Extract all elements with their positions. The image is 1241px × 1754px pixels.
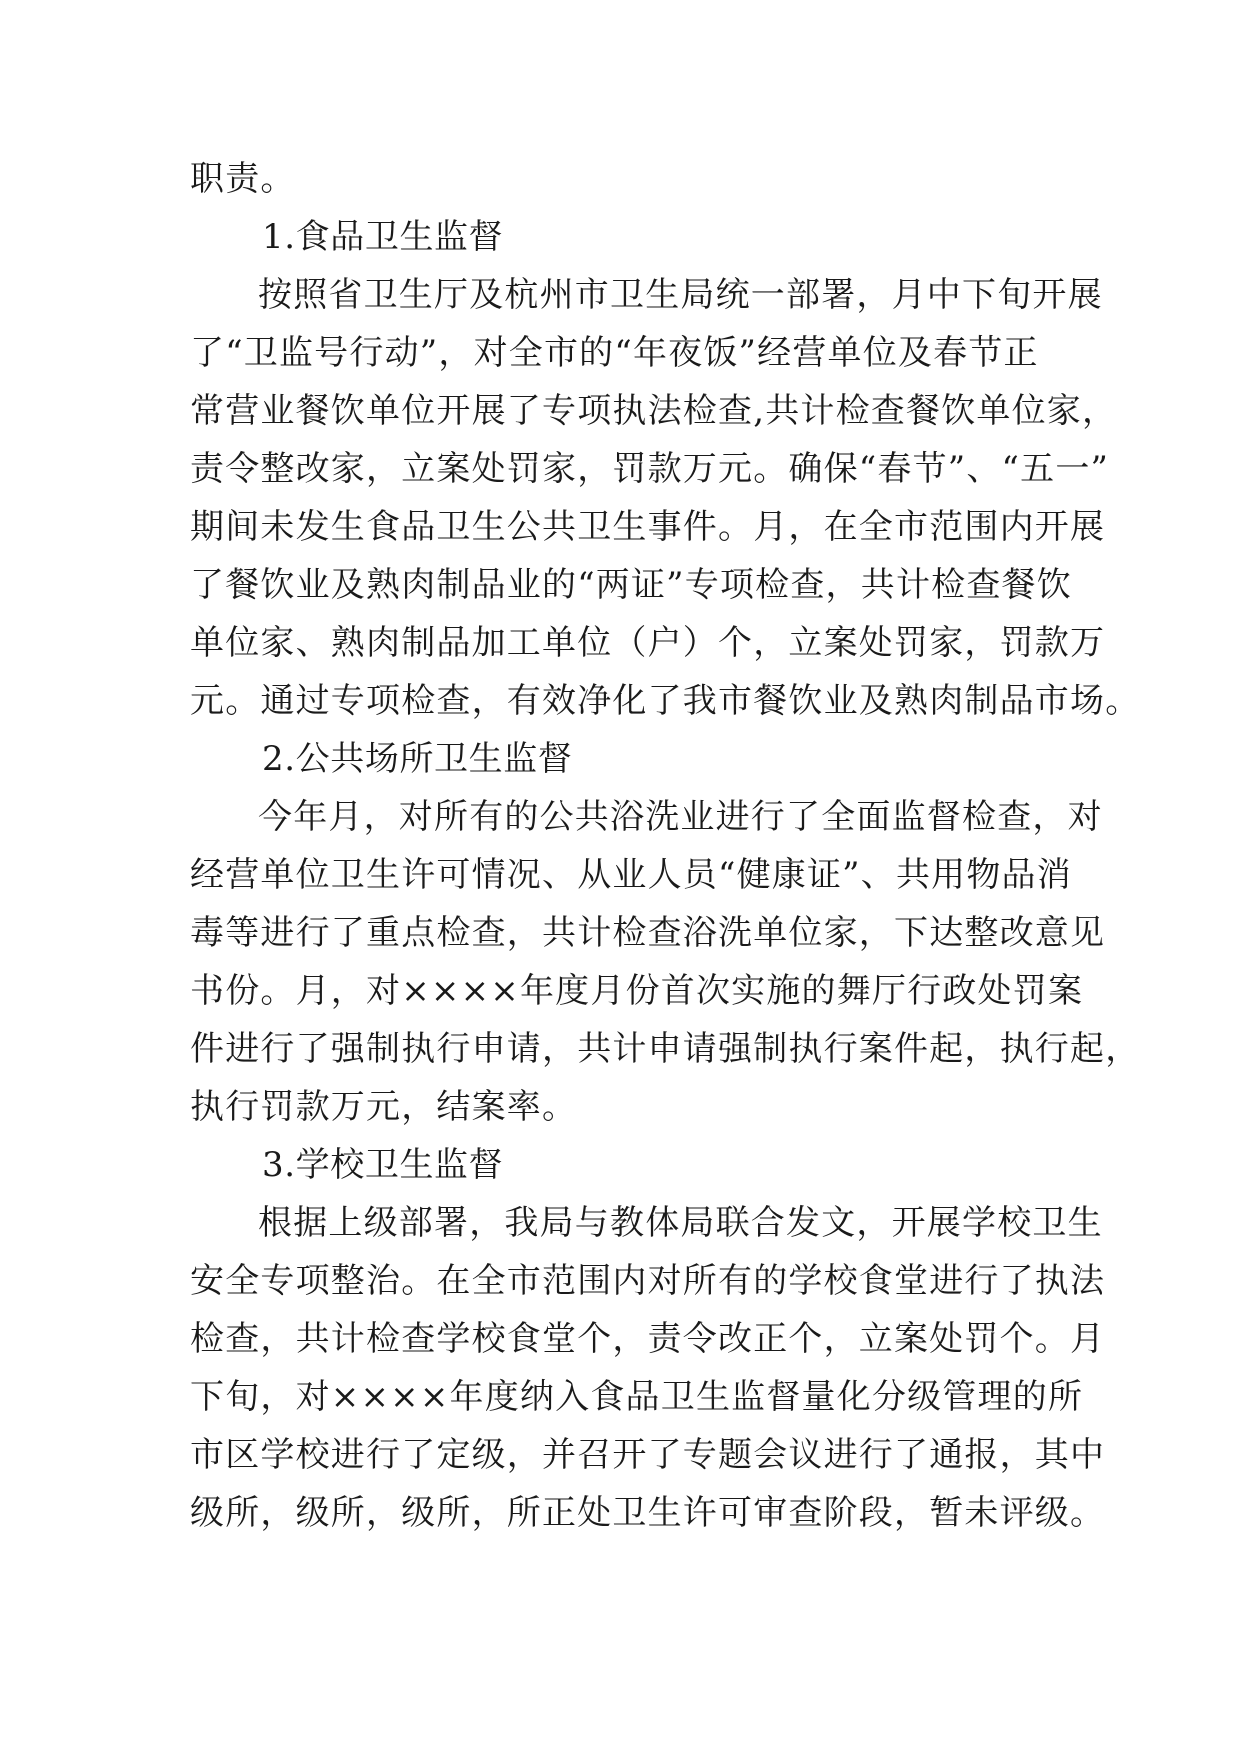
- section-heading-school-hygiene: 3.学校卫生监督: [262, 1145, 504, 1185]
- paragraph-line: 按照省卫生厅及杭州市卫生局统一部署，月中下旬开展: [258, 275, 1103, 315]
- paragraph-line: 安全专项整治。在全市范围内对所有的学校食堂进行了执法: [190, 1261, 1106, 1301]
- paragraph-line: 级所，级所，级所，所正处卫生许可审查阶段，暂未评级。: [190, 1493, 1106, 1533]
- paragraph-line: 了餐饮业及熟肉制品业的“两证”专项检查，共计检查餐饮: [190, 565, 1072, 605]
- paragraph-line: 件进行了强制执行申请，共计申请强制执行案件起，执行起，: [190, 1029, 1141, 1069]
- document-page: [190, 150, 1141, 1542]
- section-heading-public-places: 2.公共场所卫生监督: [262, 739, 573, 779]
- paragraph-line: 责令整改家，立案处罚家，罚款万元。确保“春节”、“五一”: [190, 449, 1110, 489]
- paragraph-line: 执行罚款万元，结案率。: [190, 1087, 578, 1127]
- paragraph-line: 单位家、熟肉制品加工单位（户）个，立案处罚家，罚款万: [190, 623, 1106, 663]
- paragraph-line: 了“卫监号行动”，对全市的“年夜饭”经营单位及春节正: [190, 333, 1039, 373]
- paragraph-line: 经营单位卫生许可情况、从业人员“健康证”、共用物品消: [190, 855, 1072, 895]
- paragraph-line: 书份。月，对××××年度月份首次实施的舞厅行政处罚案: [190, 971, 1084, 1011]
- paragraph-line: 下旬，对××××年度纳入食品卫生监督量化分级管理的所: [190, 1377, 1084, 1417]
- paragraph-line: 根据上级部署，我局与教体局联合发文，开展学校卫生: [258, 1203, 1103, 1243]
- paragraph-line: 毒等进行了重点检查，共计检查浴洗单位家，下达整改意见: [190, 913, 1106, 953]
- paragraph-line: 今年月，对所有的公共浴洗业进行了全面监督检查，对: [258, 797, 1103, 837]
- paragraph-line: 元。通过专项检查，有效净化了我市餐饮业及熟肉制品市场。: [190, 681, 1141, 721]
- paragraph-line: 检查，共计检查学校食堂个，责令改正个，立案处罚个。月: [190, 1319, 1106, 1359]
- paragraph-line: 市区学校进行了定级，并召开了专题会议进行了通报，其中: [190, 1435, 1106, 1475]
- paragraph-line: 职责。: [190, 159, 296, 199]
- paragraph-line: 常营业餐饮单位开展了专项执法检查,共计检查餐饮单位家，: [190, 391, 1118, 431]
- paragraph-line: 期间未发生食品卫生公共卫生事件。月，在全市范围内开展: [190, 507, 1106, 547]
- section-heading-food-hygiene: 1.食品卫生监督: [262, 217, 504, 257]
